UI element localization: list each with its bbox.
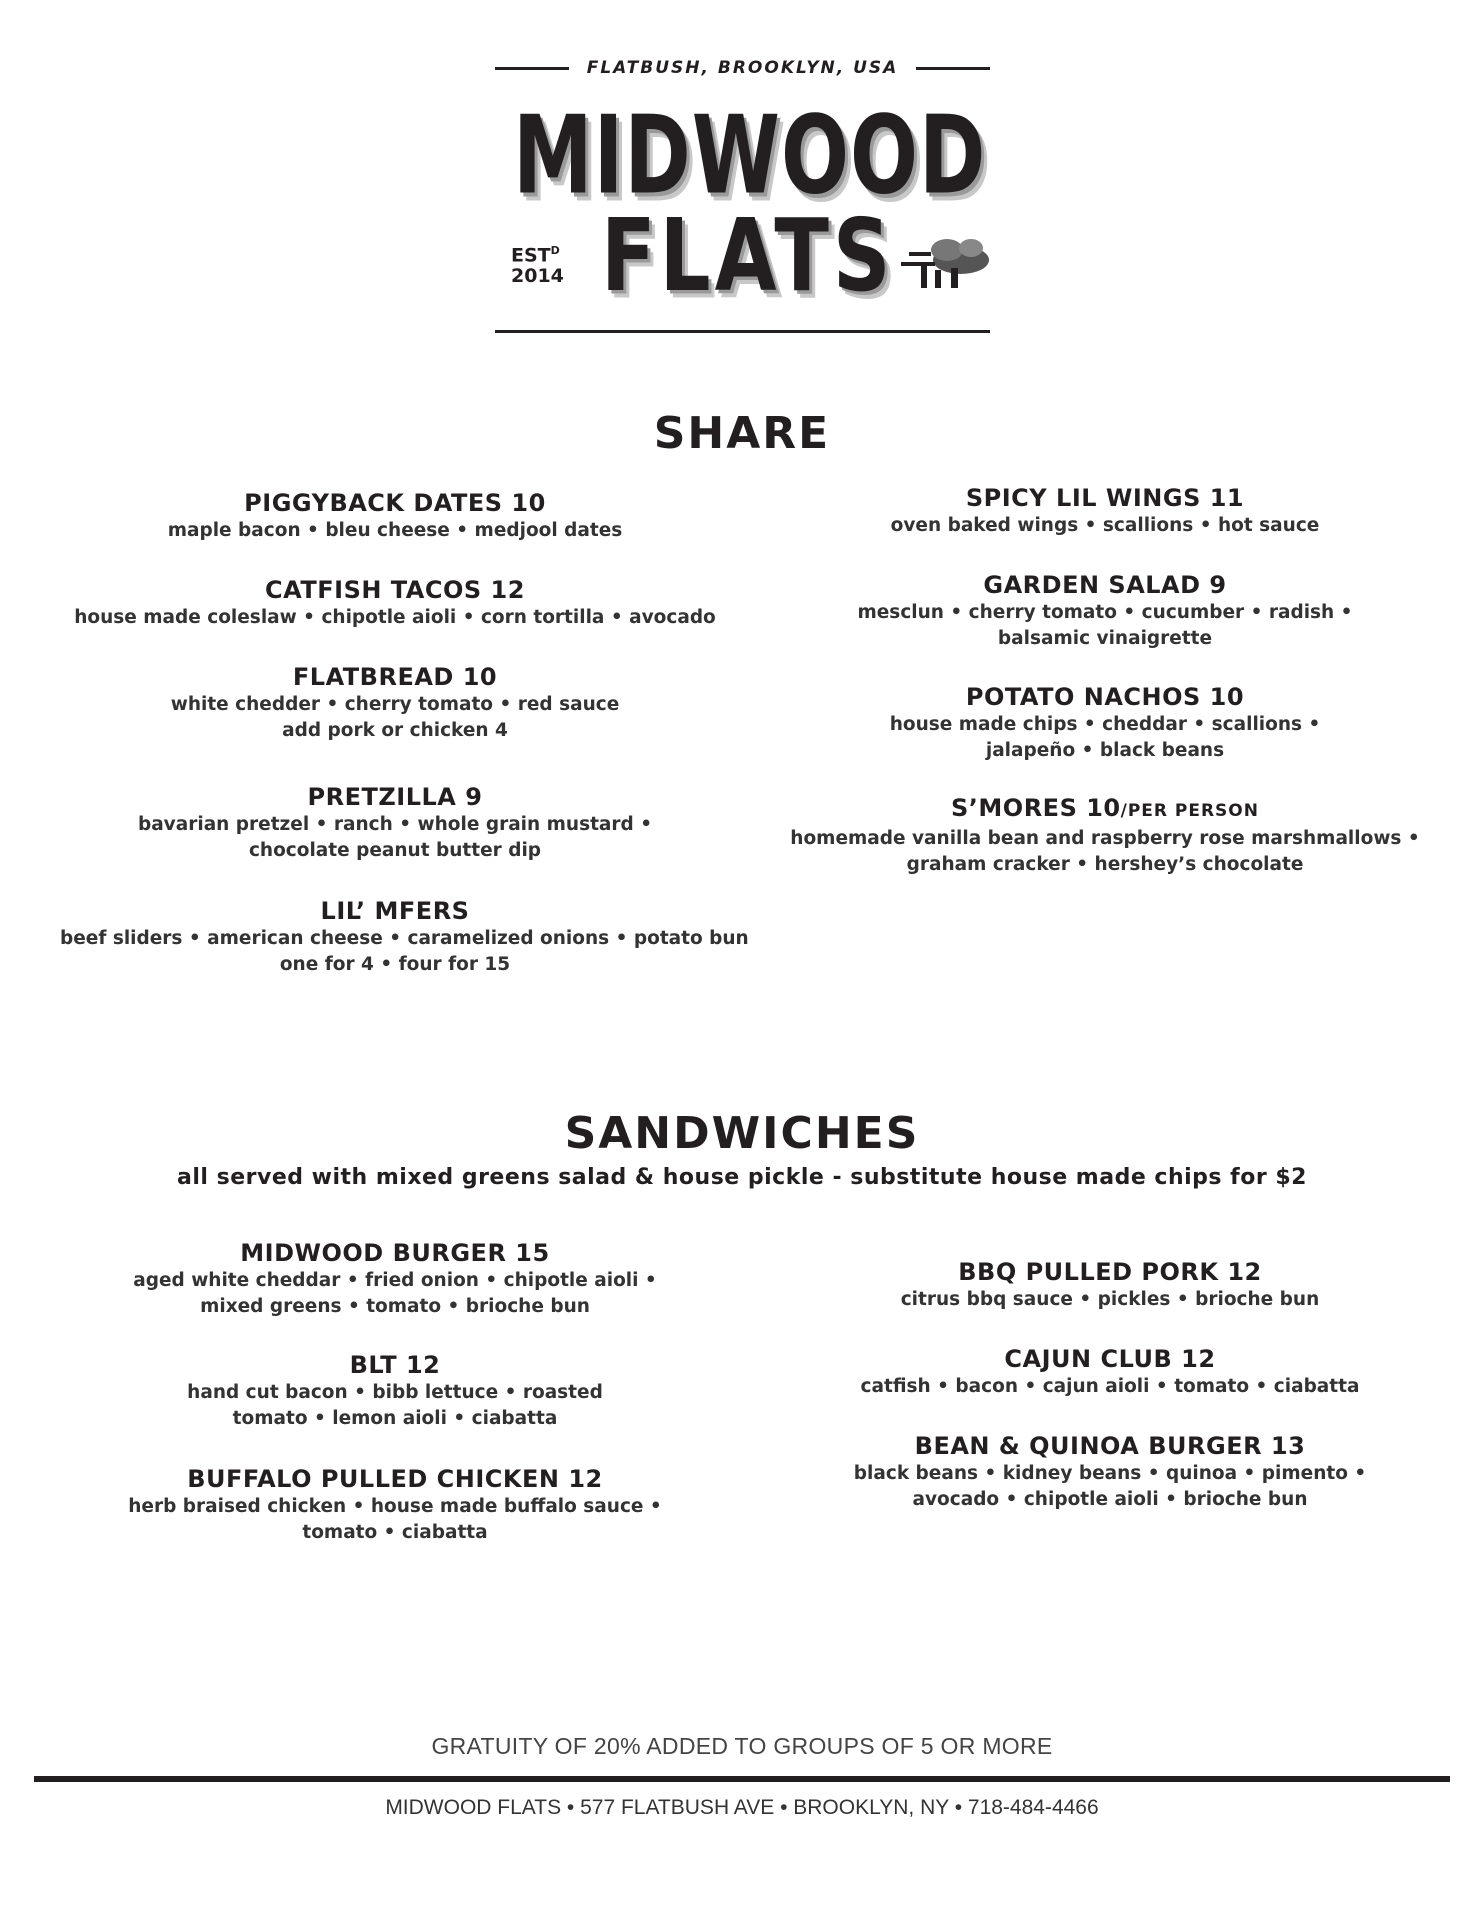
menu-item-name: SPICY LIL WINGS 11	[965, 484, 1245, 512]
menu-item	[60, 575, 730, 631]
logo-established	[511, 240, 564, 287]
menu-item-desc-line: balsamic vinaigrette	[997, 628, 1213, 649]
menu-item-name: CATFISH TACOS 12	[265, 576, 525, 604]
menu-item	[780, 483, 1430, 539]
menu-item	[820, 1344, 1400, 1400]
menu-item-desc-line: one for 4 • four for 15	[279, 954, 511, 975]
menu-item-desc	[780, 712, 1430, 764]
menu-item-desc-line: catfish • bacon • cajun aioli • tomato • ciabatta	[860, 1376, 1360, 1397]
menu-item-name: CAJUN CLUB 12	[1004, 1345, 1216, 1373]
logo-location-line	[495, 58, 990, 78]
menu-item-desc-line: bavarian pretzel • ranch • whole grain mustard •	[137, 814, 653, 835]
sandwiches-right-column	[820, 1257, 1400, 1517]
menu-item-desc-line: house made coleslaw • chipotle aioli • corn tortilla • avocado	[74, 607, 716, 628]
menu-item-desc-line: jalapeño • black beans	[985, 740, 1225, 761]
menu-item-desc-line: tomato • ciabatta	[302, 1522, 488, 1543]
menu-item-desc-line: maple bacon • bleu cheese • medjool dates	[167, 520, 623, 541]
share-section-title: SHARE	[653, 408, 831, 459]
menu-item-desc	[60, 812, 730, 864]
menu-item-name: PRETZILLA 9	[307, 783, 483, 811]
menu-item-desc	[820, 1374, 1400, 1400]
menu-item-desc	[100, 1268, 690, 1320]
menu-item	[60, 662, 730, 744]
restaurant-address: MIDWOOD FLATS • 577 FLATBUSH AVE • BROOKLYN, NY • 718-484-4466	[385, 1796, 1099, 1819]
menu-item-desc-line: hand cut bacon • bibb lettuce • roasted	[187, 1382, 603, 1403]
menu-item-name: PIGGYBACK DATES 10	[244, 489, 546, 517]
menu-item-name: FLATBREAD 10	[292, 663, 498, 691]
menu-item-name: BEAN & QUINOA BURGER 13	[914, 1432, 1306, 1460]
menu-item	[820, 1257, 1400, 1313]
menu-item-desc	[100, 1380, 690, 1432]
menu-item	[100, 1464, 690, 1546]
menu-item	[820, 1431, 1400, 1513]
menu-item	[780, 570, 1430, 652]
menu-item-desc-line: chocolate peanut butter dip	[248, 840, 542, 861]
sandwiches-section-title: SANDWICHES	[564, 1108, 920, 1159]
sandwiches-left-column	[100, 1238, 690, 1558]
menu-item-desc	[100, 1494, 690, 1546]
menu-item-desc-line: homemade vanilla bean and raspberry rose marshmallows •	[790, 828, 1420, 849]
menu-item-desc	[780, 826, 1430, 878]
sandwiches-subtitle: all served with mixed greens salad & house pickle - substitute house made chips for $2	[177, 1165, 1307, 1190]
menu-item-desc-line: house made chips • cheddar • scallions •	[889, 714, 1321, 735]
menu-item-desc-line: white chedder • cherry tomato • red sauce	[170, 694, 620, 715]
menu-item	[60, 896, 749, 978]
logo-est-year: 2014	[511, 265, 564, 288]
menu-item	[780, 682, 1430, 764]
menu-item-desc-line: aged white cheddar • fried onion • chipotle aioli •	[133, 1270, 657, 1291]
menu-item-name: BLT 12	[349, 1351, 441, 1379]
menu-item-desc-line: graham cracker • hershey’s chocolate	[906, 854, 1304, 875]
menu-item-desc	[820, 1461, 1400, 1513]
menu-item	[100, 1350, 690, 1432]
gratuity-notice: GRATUITY OF 20% ADDED TO GROUPS OF 5 OR MORE	[431, 1733, 1053, 1759]
menu-item-name: POTATO NACHOS 10	[965, 683, 1245, 711]
menu-item-desc-line: avocado • chipotle aioli • brioche bun	[912, 1489, 1308, 1510]
menu-item-desc-line: mixed greens • tomato • brioche bun	[200, 1296, 590, 1317]
menu-item-desc	[780, 513, 1430, 539]
menu-item-desc	[60, 692, 730, 744]
menu-item-desc-line: tomato • lemon aioli • ciabatta	[232, 1408, 558, 1429]
menu-item	[60, 782, 730, 864]
menu-item-desc	[780, 600, 1430, 652]
logo-rule-left	[495, 67, 569, 70]
menu-item	[60, 488, 730, 544]
menu-item-name: MIDWOOD BURGER 15	[240, 1239, 550, 1267]
menu-item-desc	[820, 1287, 1400, 1313]
logo-est-label: EST	[511, 244, 551, 267]
menu-item-desc-line: black beans • kidney beans • quinoa • pimento •	[853, 1463, 1367, 1484]
logo-bottom-rule	[495, 330, 990, 333]
tree-icon	[901, 234, 991, 294]
menu-item-name: BUFFALO PULLED CHICKEN 12	[187, 1465, 603, 1493]
menu-item-name: BBQ PULLED PORK 12	[958, 1258, 1262, 1286]
menu-item-name: LIL’ MFERS	[320, 897, 470, 925]
logo-rule-right	[916, 67, 990, 70]
share-right-column	[780, 483, 1430, 903]
menu-item-desc-line: oven baked wings • scallions • hot sauce	[890, 515, 1320, 536]
menu-item	[780, 793, 1430, 878]
menu-item-desc-line: add pork or chicken 4	[282, 720, 508, 741]
menu-item-price-unit: /PER PERSON	[1120, 801, 1259, 821]
logo-est-sup: D	[550, 244, 560, 257]
restaurant-logo	[495, 58, 990, 338]
logo-word-midwood: MIDWOOD	[513, 92, 987, 219]
logo-word-flats: FLATS	[601, 197, 895, 314]
menu-item-desc	[60, 926, 749, 978]
menu-item-desc-line: citrus bbq sauce • pickles • brioche bun	[900, 1289, 1320, 1310]
menu-item-desc-line: mesclun • cherry tomato • cucumber • radish •	[857, 602, 1353, 623]
logo-location: FLATBUSH, BROOKLYN, USA	[586, 58, 899, 78]
menu-item-name: GARDEN SALAD 9	[983, 571, 1227, 599]
menu-item-desc	[60, 518, 730, 544]
footer-divider	[34, 1776, 1450, 1782]
menu-item-name-text: S’MORES 10	[951, 794, 1121, 822]
menu-item-desc	[60, 605, 730, 631]
menu-item-name	[780, 793, 1430, 826]
share-left-column	[60, 488, 749, 988]
menu-item	[100, 1238, 690, 1320]
menu-item-desc-line: herb braised chicken • house made buffalo sauce •	[128, 1496, 662, 1517]
menu-item-desc-line: beef sliders • american cheese • caramelized onions • potato bun	[60, 928, 749, 949]
